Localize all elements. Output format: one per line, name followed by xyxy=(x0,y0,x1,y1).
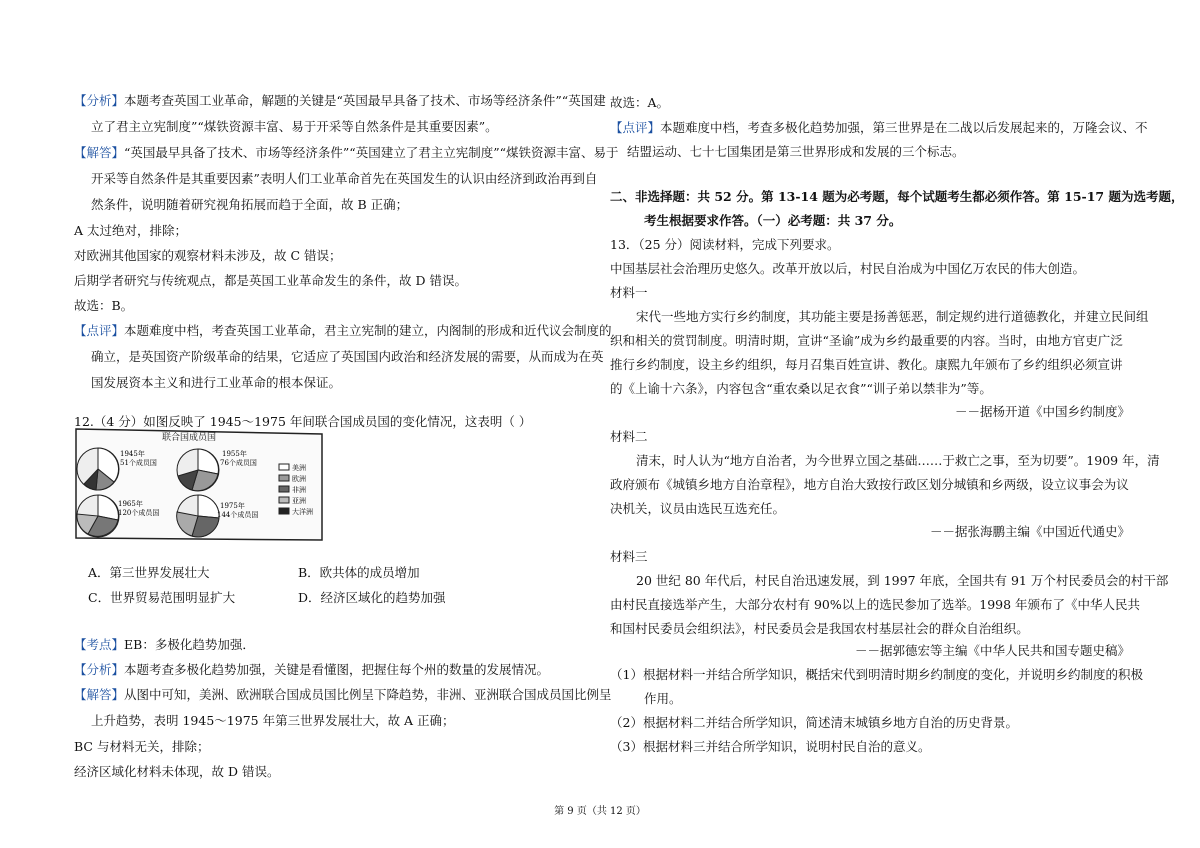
material-source: －－据郭德宏等主编《中华人民共和国专题史稿》 xyxy=(854,643,1130,658)
legend-item: 非洲 xyxy=(292,486,306,494)
page-footer: 第 9 页（共 12 页） xyxy=(554,806,646,817)
comment-tag: 【点评】 xyxy=(610,120,661,135)
material-label: 材料二 xyxy=(610,429,648,444)
comment-line: 【点评】本题难度中档，考查多极化趋势加强，第三世界是在二战以后发展起来的，万隆会议、不 xyxy=(610,120,1148,135)
material-text: 的《上谕十六条》，内容包含“重农桑以足衣食”“训子弟以禁非为”等。 xyxy=(610,381,992,396)
material-text: 推行乡约制度，设主乡约组织，每月召集百姓宣讲、教化。康熙九年颁布了乡约组织必须宣讲 xyxy=(610,357,1123,372)
material-source: －－据张海鹏主编《中国近代通史》 xyxy=(929,524,1130,539)
pie-year: 1965年 xyxy=(118,500,143,508)
option-a: A．第三世界发展壮大 xyxy=(88,565,210,580)
analysis-line: 立了君主立宪制度”“煤铁资源丰富、易于开采等自然条件是其重要因素”。 xyxy=(91,119,498,134)
answer-line: 后期学者研究与传统观点，都是英国工业革命发生的条件，故 D 错误。 xyxy=(74,273,467,288)
pie-year: 1955年 xyxy=(222,450,247,458)
un-members-figure xyxy=(74,426,324,542)
answer-line: 然条件，说明随着研究视角拓展而趋于全面，故 B 正确； xyxy=(91,197,409,212)
legend-item: 大洋洲 xyxy=(292,508,313,516)
comment-line: 结盟运动、七十七国集团是第三世界形成和发展的三个标志。 xyxy=(627,144,965,159)
legend-item: 欧洲 xyxy=(292,475,306,483)
analysis-tag: 【分析】 xyxy=(74,93,125,108)
answer-line: 上升趋势，表明 1945～1975 年第三世界发展壮大，故 A 正确； xyxy=(91,713,455,728)
answer-line: 故选：A。 xyxy=(610,95,670,110)
material-text: 决机关，议员由选民互选充任。 xyxy=(610,501,786,516)
answer-line: A 太过绝对，排除； xyxy=(74,223,188,238)
task-3: （3）根据材料三并结合所学知识，说明村民自治的意义。 xyxy=(610,739,931,754)
task-1: （1）根据材料一并结合所学知识，概括宋代到明清时期乡约制度的变化，并说明乡约制度的积极 xyxy=(610,667,1143,682)
comment-line: 确立，是英国资产阶级革命的结果，它适应了英国国内政治和经济发展的需要，从而成为在英 xyxy=(91,349,604,364)
pie-count: 51个成员国 xyxy=(120,459,157,467)
answer-tag: 【解答】 xyxy=(74,687,125,702)
point-line: 【考点】EB：多极化趋势加强． xyxy=(74,637,255,652)
material-text: 20 世纪 80 年代后，村民自治迅速发展，到 1997 年底，全国共有 91 万个村民委员会的村干部 xyxy=(636,573,1169,588)
pie-count: 76个成员国 xyxy=(220,459,257,467)
option-d: D．经济区域化的趋势加强 xyxy=(298,590,446,605)
comment-line: 国发展资本主义和进行工业革命的根本保证。 xyxy=(91,375,342,390)
material-text: 政府颁布《城镇乡地方自治章程》，地方自治大致按行政区划分城镇和乡两级，设立议事会为议 xyxy=(610,477,1129,492)
answer-line: 故选：B。 xyxy=(74,298,134,313)
pie-year: 1945年 xyxy=(120,450,145,458)
answer-tag: 【解答】 xyxy=(74,145,125,160)
material-label: 材料一 xyxy=(610,285,648,300)
pie-year: 1975年 xyxy=(220,502,245,510)
section-heading: 二、非选择题：共 52 分。第 13-14 题为必考题，每个试题考生都必须作答。第 15-17 题为选考题， xyxy=(610,189,1184,204)
comment-line: 【点评】本题难度中档，考查英国工业革命，君主立宪制的建立，内阁制的形成和近代议会制度的 xyxy=(74,323,612,338)
material-text: 织和相关的赏罚制度。明清时期，宣讲“圣谕”成为乡约最重要的内容。当时，由地方官吏广泛 xyxy=(610,333,1123,348)
intro-text: 中国基层社会治理历史悠久。改革开放以后，村民自治成为中国亿万农民的伟大创造。 xyxy=(610,261,1086,276)
point-tag: 【考点】 xyxy=(74,637,125,652)
material-source: －－据杨开道《中国乡约制度》 xyxy=(954,404,1130,419)
figure-title: 联合国成员国 xyxy=(162,433,217,443)
material-text: 由村民直接选举产生，大部分农村有 90%以上的选民参加了选举。1998 年颁布了《中华人民共 xyxy=(610,597,1141,612)
answer-line: 【解答】从图中可知，美洲、欧洲联合国成员国比例呈下降趋势，非洲、亚洲联合国成员国比例呈 xyxy=(74,687,612,702)
answer-line: 【解答】“英国最早具备了技术、市场等经济条件”“英国建立了君主立宪制度”“煤铁资源丰富、易于 xyxy=(74,145,619,160)
material-label: 材料三 xyxy=(610,549,648,564)
figure-svg xyxy=(74,426,324,542)
option-c: C．世界贸易范围明显扩大 xyxy=(88,590,236,605)
analysis-line: 【分析】本题考查英国工业革命，解题的关键是“英国最早具备了技术、市场等经济条件”“英国建 xyxy=(74,93,606,108)
answer-line: 开采等自然条件是其重要因素”表明人们工业革命首先在英国发生的认识由经济到政治再到自 xyxy=(91,171,598,186)
analysis-tag: 【分析】 xyxy=(74,662,125,677)
task-2: （2）根据材料二并结合所学知识，简述清末城镇乡地方自治的历史背景。 xyxy=(610,715,1018,730)
analysis-line: 【分析】本题考查多极化趋势加强，关键是看懂图，把握住每个州的数量的发展情况。 xyxy=(74,662,550,677)
material-text: 和国村民委员会组织法》，村民委员会是我国农村基层社会的群众自治组织。 xyxy=(610,621,1029,636)
material-text: 清末，时人认为“地方自治者，为今世界立国之基础……于救亡之事，至为切要”。1909 年，清 xyxy=(636,453,1160,468)
task-1: 作用。 xyxy=(644,691,682,706)
pie-count: 144个成员国 xyxy=(217,511,259,519)
pie-count: 120个成员国 xyxy=(118,509,160,517)
legend-item: 美洲 xyxy=(292,464,306,472)
material-text: 宋代一些地方实行乡约制度，其功能主要是扬善惩恶，制定规约进行道德教化，并建立民间组 xyxy=(636,309,1149,324)
question-12: 12.（4 分）如图反映了 1945～1975 年间联合国成员国的变化情况，这表明（ ） xyxy=(74,414,532,429)
answer-line: BC 与材料无关，排除； xyxy=(74,739,210,754)
legend-item: 亚洲 xyxy=(292,497,306,505)
question-13: 13．（25 分）阅读材料，完成下列要求。 xyxy=(610,237,840,252)
answer-line: 对欧洲其他国家的观察材料未涉及，故 C 错误； xyxy=(74,248,342,263)
answer-line: 经济区域化材料未体现，故 D 错误。 xyxy=(74,764,280,779)
comment-tag: 【点评】 xyxy=(74,323,125,338)
section-heading: 考生根据要求作答。（一）必考题：共 37 分。 xyxy=(644,213,902,228)
option-b: B．欧共体的成员增加 xyxy=(298,565,420,580)
